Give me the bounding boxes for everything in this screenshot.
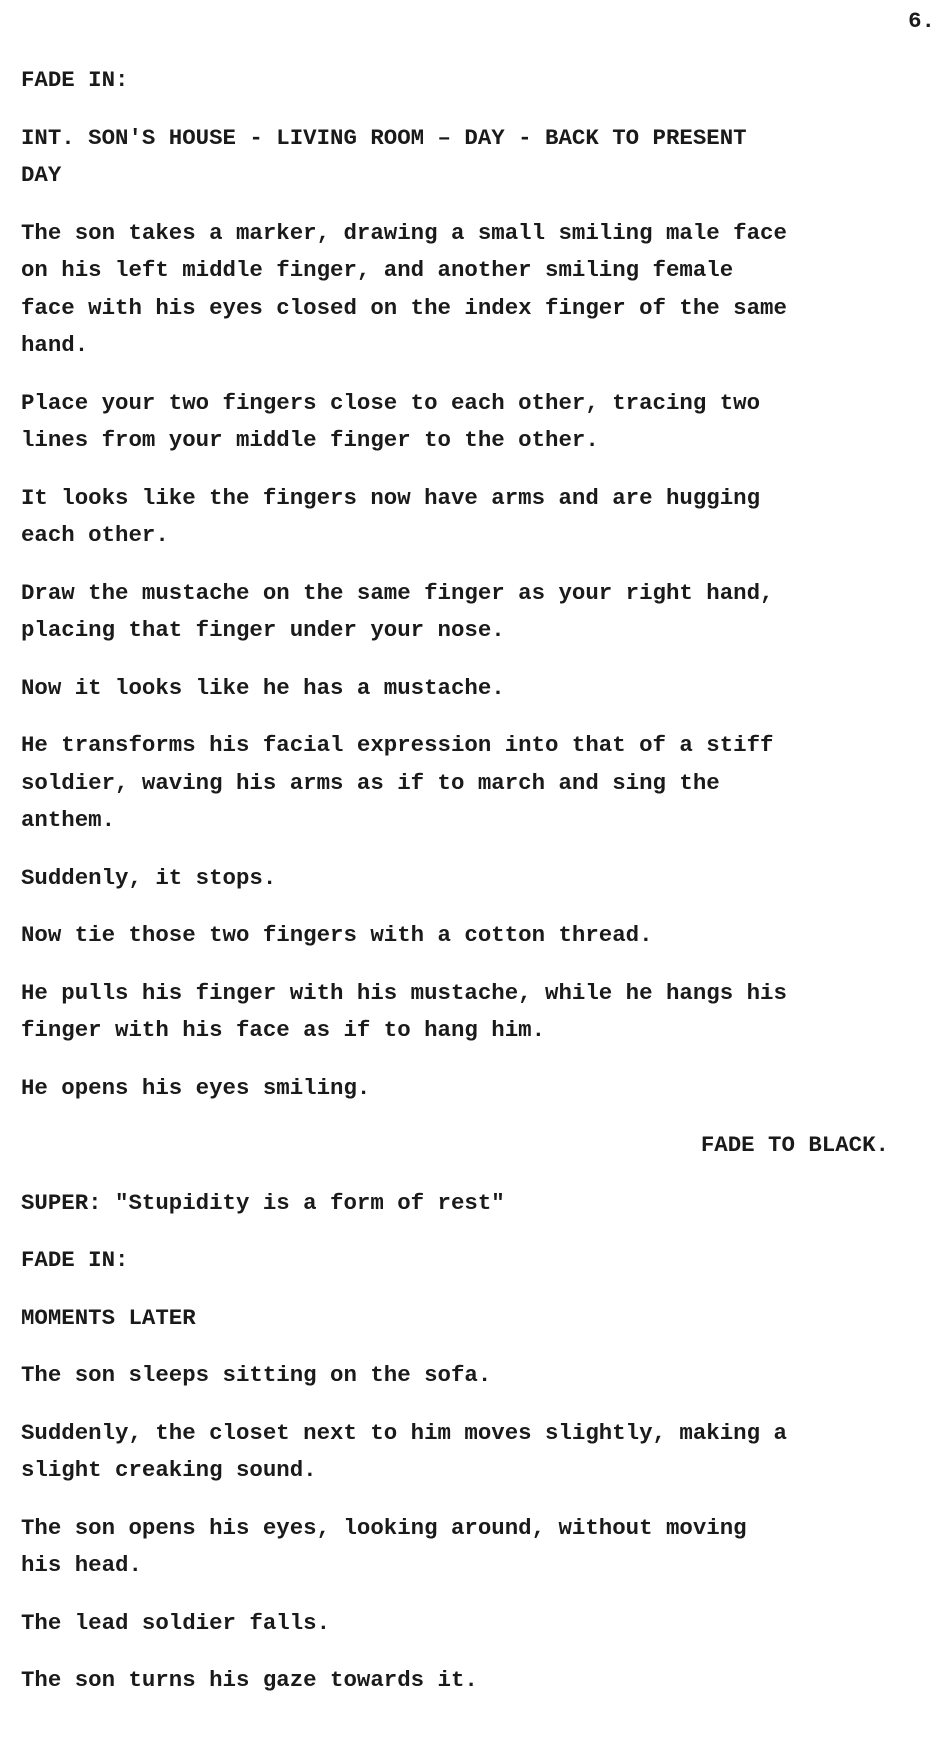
action-line: Suddenly, it stops. <box>21 864 277 891</box>
action-line: Place your two fingers close to each other, tracing two lines from your middle finger to the other. <box>21 389 761 453</box>
action-line: The son sleeps sitting on the sofa. <box>21 1362 492 1388</box>
action-line: The son turns his gaze towards it. <box>21 1667 478 1693</box>
action-line: Now tie those two fingers with a cotton thread. <box>21 922 653 948</box>
transition-fade-to-black: FADE TO BLACK. <box>700 1132 889 1158</box>
action-line: The lead soldier falls. <box>21 1609 331 1636</box>
action-line: Suddenly, the closet next to him moves slightly, making a slight creaking sound. <box>21 1419 787 1483</box>
action-line: He transforms his facial expression into that of a stiff soldier, waving his arms as if to march and sing the anthem. <box>21 732 774 833</box>
transition-fade-in: FADE IN: <box>21 67 129 93</box>
scene-heading: INT. SON'S HOUSE - LIVING ROOM – DAY - BACK TO PRESENT DAY <box>21 124 747 188</box>
action-line: He pulls his finger with his mustache, while he hangs his finger with his face as if to hang him. <box>21 979 787 1043</box>
action-line: Now it looks like he has a mustache. <box>21 674 505 701</box>
action-line: The son opens his eyes, looking around, without moving his head. <box>21 1514 747 1578</box>
transition-fade-in: FADE IN: <box>21 1247 129 1273</box>
action-line: Draw the mustache on the same finger as your right hand, placing that finger under your nose. <box>21 579 774 643</box>
super-title: SUPER: "Stupidity is a form of rest" <box>21 1189 505 1216</box>
page-number: 6. <box>908 8 935 34</box>
action-line: The son takes a marker, drawing a small smiling male face on his left middle finger, and another smiling female face with his eyes closed on the index finger of the same hand. <box>21 219 787 358</box>
screenplay-page <box>21 62 891 1720</box>
action-line: It looks like the fingers now have arms and are hugging each other. <box>21 484 761 548</box>
action-line: He opens his eyes smiling. <box>21 1074 371 1101</box>
scene-heading: MOMENTS LATER <box>21 1304 196 1331</box>
